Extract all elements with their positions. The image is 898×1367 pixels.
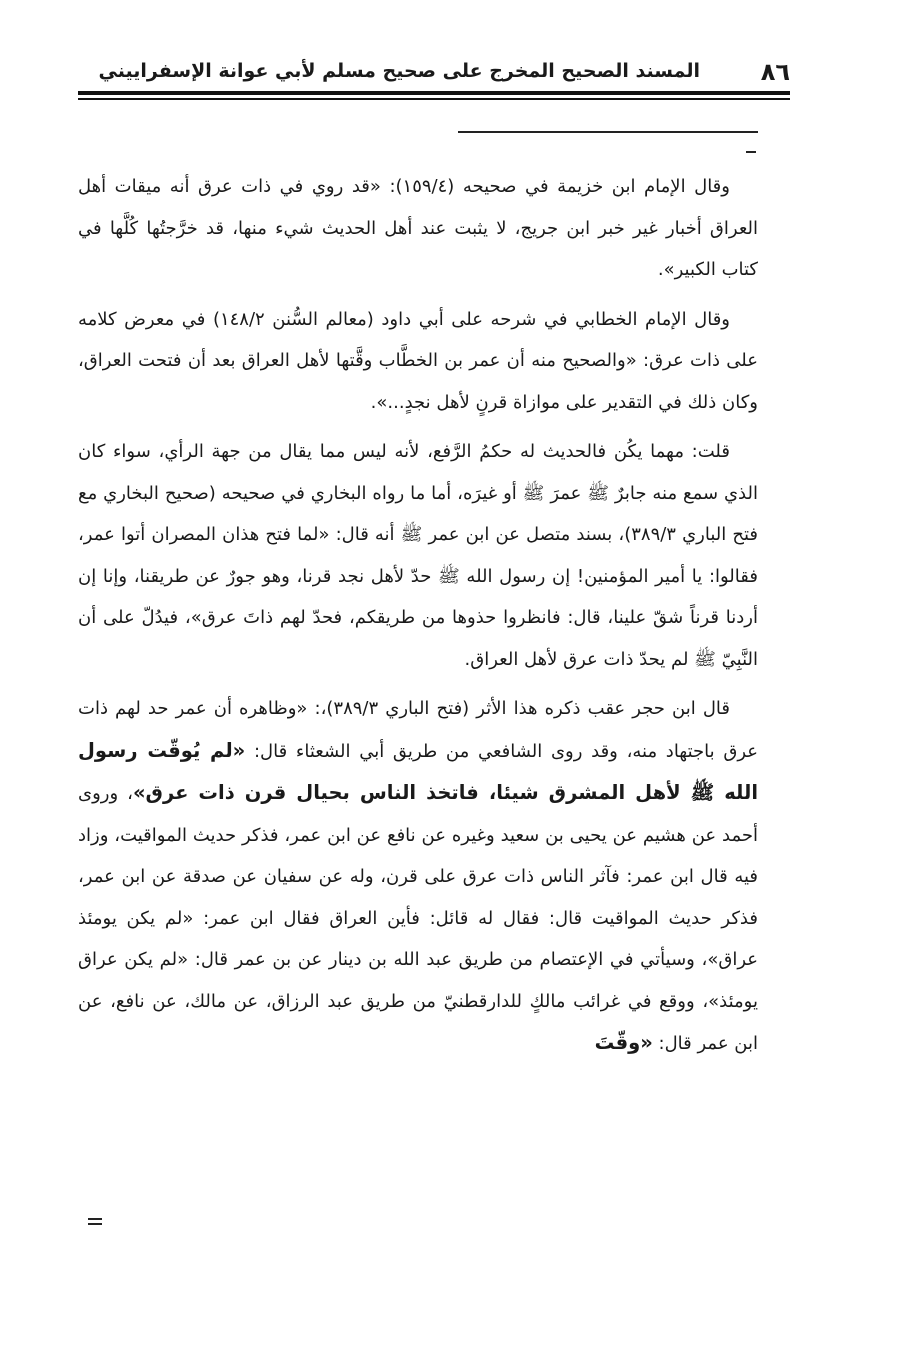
continuation-rule xyxy=(458,131,758,133)
paragraph-commentary: قلت: مهما يكُن فالحديث له حكمُ الرَّفع، لأنه ليس مما يقال من جهة الرأي، سواء كان الذي سمع منه جابرٌ ﷺ عمرَ ﷺ أو غيرَه، أما ما رواه البخاري في صحيحه (صحيح البخاري مع فتح الباري ٣٨٩/٣)، بسند متصل عن ابن عمر ﷺ أنه قال: «لما فتح هذان المصران أتوا عمر، فقالوا: يا أمير المؤمنين! إن رسول الله ﷺ حدّ لأهل نجد قرنا، وهو جورٌ عن طريقنا، وإنا إن أردنا قرناً شقّ علينا، قال: فانظروا حذوها من طريقكم، فحدّ لهم ذاتَ عرق»، فيدُلّ على أن النَّبِيّ ﷺ لم يحدّ ذات عرق لأهل العراق. xyxy=(78,441,758,670)
ibn-hajar-quote-bold: «لم يُوقّت رسول الله ﷺ لأهل المشرق شيئا، فاتخذ الناس بحيال قرن ذات عرق» xyxy=(78,738,759,804)
ibn-hajar-text-1: قال ابن حجر عقب ذكره هذا الأثر (فتح الباري ٣٨٩/٣)،: «وظاهره أن عمر حد لهم ذات عرق باجتهاد منه، وقد روى الشافعي من طريق أبي الشعثاء قال: xyxy=(78,698,758,762)
paragraph-khattabi: وقال الإمام الخطابي في شرحه على أبي داود (معالم السُّنن ١٤٨/٢) في معرض كلامه على ذات عرق: «والصحيح منه أن عمر بن الخطَّاب وقَّتها لأهل العراق بعد أن فتحت العراق، وكان ذلك في التقدير على موازاة قرنٍ لأهل نجدٍ...». xyxy=(78,308,758,413)
main-text xyxy=(78,166,758,1073)
page-number: ٨٦ xyxy=(760,58,790,86)
paragraph-ibn-khuzaymah: وقال الإمام ابن خزيمة في صحيحه (١٥٩/٤): «قد روي في ذات عرق أنه ميقات أهل العراق أخبار غير خبر ابن جريج، لا يثبت عند أهل الحديث شيء منها، قد خرَّجتُها كُلَّها في كتاب الكبير». xyxy=(78,176,758,280)
ibn-hajar-tail-bold: «وقّتَ xyxy=(594,1031,653,1054)
page-header xyxy=(78,52,790,92)
continuation-mark xyxy=(746,151,756,153)
ibn-hajar-text-2: ، وروى أحمد عن هشيم عن يحيى بن سعيد وغيره عن نافع عن ابن عمر، فذكر حديث المواقيت، وزاد فيه قال ابن عمر: فآثر الناس ذات عرق على قرن، وله عن سفيان عن صدقة عن ابن عمر، فذكر حديث المواقيت قال: فقال له قائل: فأين العراق فقال ابن عمر: «لم يكن يومئذ عراق»، وسيأتي في الإعتصام من طريق عبد الله بن دينار عن بن عمر قال: «لم يكن عراق يومئذ»، ووقع في غرائب مالكٍ للدارقطنيّ من طريق عبد الرزاق، عن مالك، عن نافع، عن ابن عمر قال: xyxy=(78,783,758,1054)
running-title: المسند الصحيح المخرج على صحيح مسلم لأبي عوانة الإسفراييني xyxy=(98,60,700,82)
header-rule-thick xyxy=(78,91,790,95)
page-continuation-mark xyxy=(88,1218,102,1226)
header-rule-thin xyxy=(78,98,790,100)
paragraph-ibn-hajar xyxy=(78,688,758,1065)
